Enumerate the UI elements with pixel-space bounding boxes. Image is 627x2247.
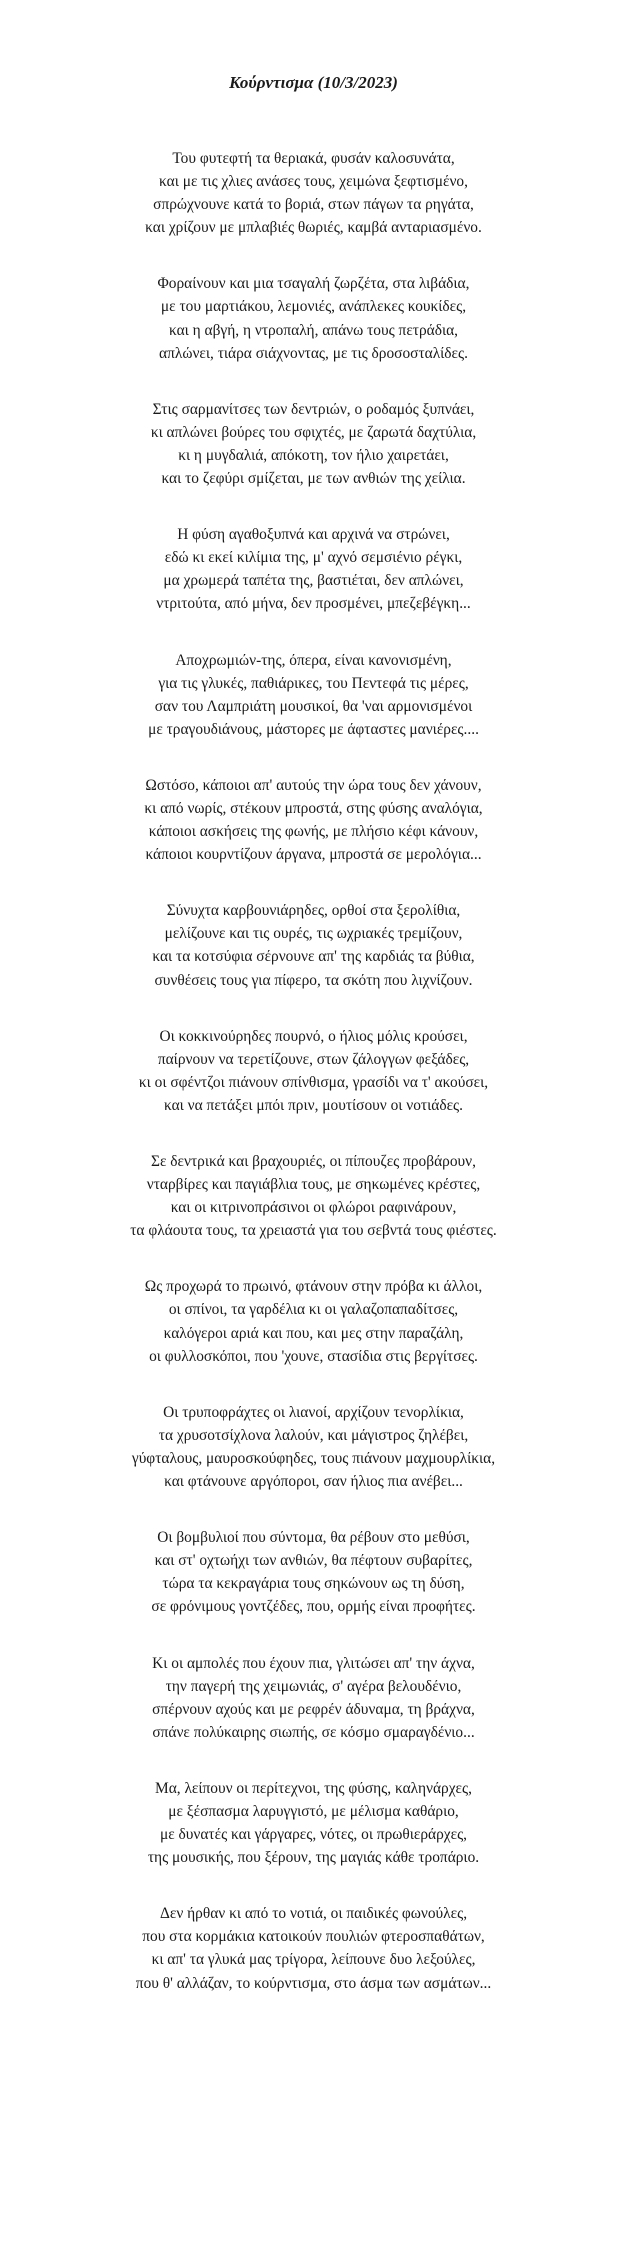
stanza (0, 1777, 627, 1869)
poem-line: κάποιοι ασκήσεις της φωνής, με πλήσιο κέφι κάνουν, (148, 823, 479, 841)
poem-line: και η αβγή, η ντροπαλή, απάνω τους πετράδια, (168, 321, 459, 339)
poem-line: νταρβίρες και παγιάβλια τους, με σηκωμένες κρέστες, (146, 1176, 481, 1194)
poem-line: και οι κιτρινοπράσινοι οι φλώροι ραφινάρουν, (170, 1199, 457, 1217)
poem-line: που στα κορμάκια κατοικούν πουλιών φτεροσπαθάτων, (142, 1928, 485, 1946)
poem-line: και χρίζουν με μπλαβιές θωριές, καμβά ανταριασμένο. (145, 219, 482, 237)
poem-line: κι από νωρίς, στέκουν μπροστά, στης φύσης αναλόγια, (144, 799, 483, 817)
poem-line: και με τις χλιες ανάσες τους, χειμώνα ξεφτισμένο, (159, 173, 468, 191)
stanza (0, 1526, 627, 1618)
poem-body (0, 147, 627, 1995)
poem-line: οι σπίνοι, τα γαρδέλια κι οι γαλαζοπαπαδίτσες, (168, 1301, 459, 1319)
poem-line: σαν του Λαμπριάτη μουσικοί, θα 'ναι αρμονισμένοι (154, 697, 473, 715)
poem-line: Η φύση αγαθοξυπνά και αρχινά να στρώνει, (177, 526, 450, 544)
poem-title: Κούρντισμα (10/3/2023) (229, 73, 398, 92)
poem-line: Μα, λείπουν οι περίτεχνοι, της φύσης, καληνάρχες, (155, 1779, 472, 1797)
poem-line: και φτάνουνε αργόποροι, σαν ήλιος πια ανέβει... (164, 1473, 463, 1491)
stanza (0, 523, 627, 615)
stanza (0, 649, 627, 741)
poem-line: Δεν ήρθαν κι από το νοτιά, οι παιδικές φωνούλες, (159, 1905, 468, 1923)
poem-line: σπάνε πολύκαιρης σιωπής, σε κόσμο σμαραγδένιο... (152, 1723, 475, 1741)
poem-line: απλώνει, τιάρα σιάχνοντας, με τις δροσοσταλίδες. (159, 344, 468, 362)
poem-line: εδώ κι εκεί κιλίμια της, μ' αχνό σεμσιένιο ρέγκι, (164, 549, 463, 567)
stanza (0, 1150, 627, 1242)
poem-line: παίρνουν να τερετίζουνε, στων ζάλογγων φεξάδες, (157, 1050, 470, 1068)
poem-line: κι οι σφέντζοι πιάνουν σπίνθισμα, γρασίδι να τ' ακούσει, (138, 1073, 489, 1091)
poem-line: σπρώχνουνε κατά το βοριά, στων πάγων τα ρηγάτα, (153, 196, 474, 214)
poem-line: μα χρωμερά ταπέτα της, βαστιέται, δεν απλώνει, (163, 572, 464, 590)
poem-line: κι απλώνει βούρες του σφιχτές, με ζαρωτά δαχτύλια, (150, 423, 477, 441)
stanza (0, 147, 627, 239)
poem-line: Οι βομβυλιοί που σύντομα, θα ρέβουν στο μεθύσι, (157, 1529, 470, 1547)
poem-line: Κι οι αμπολές που έχουν πια, γλιτώσει απ' την άχνα, (152, 1654, 475, 1672)
poem-line: κι η μυγδαλιά, απόκοτη, τον ήλιο χαιρετάει, (178, 446, 449, 464)
poem-line: και να πετάξει μπόι πριν, μουτίσουν οι νοτιάδες. (164, 1096, 463, 1114)
poem-line: για τις γλυκές, παθιάρικες, του Πεντεφά τις μέρες, (158, 674, 469, 692)
poem-line: Του φυτεφτή τα θεριακά, φυσάν καλοσυνάτα, (172, 150, 455, 167)
poem-line: και τα κοτσύφια σέρνουνε απ' της καρδιάς τα βύθια, (152, 948, 475, 966)
poem-line: Στις σαρμανίτσες των δεντριών, ο ροδαμός ξυπνάει, (152, 400, 475, 418)
poem-line: Ωστόσο, κάποιοι απ' αυτούς την ώρα τους δεν χάνουν, (145, 776, 482, 794)
poem-line: σπέρνουν αχούς και με ρεφρέν άδυναμα, τη βράχνα, (152, 1700, 475, 1718)
poem-line: και στ' οχτωήχι των ανθιών, θα πέφτουν συβαρίτες, (154, 1552, 473, 1570)
stanza (0, 1275, 627, 1367)
poem-line: με του μαρτιάκου, λεμονιές, ανάπλεκες κουκίδες, (160, 298, 467, 316)
poem-line: που θ' αλλάζαν, το κούρντισμα, στο άσμα των ασμάτων... (135, 1974, 492, 1992)
poem-line: Οι τρυποφράχτες οι λιανοί, αρχίζουν τενορλίκια, (163, 1403, 464, 1421)
stanza (0, 398, 627, 490)
poem-line: με τραγουδιάνους, μάστορες με άφταστες μανιέρες.... (148, 720, 479, 738)
poem-line: τα χρυσοτσίχλονα λαλούν, και μάγιστρος ζηλέβει, (158, 1426, 469, 1444)
stanza (0, 899, 627, 991)
poem-line: με ξέσπασμα λαρυγγιστό, με μέλισμα καθάριο, (168, 1802, 459, 1820)
stanza (0, 1902, 627, 1994)
poem-line: με δυνατές και γάργαρες, νότες, οι πρωθιεράρχες, (159, 1826, 468, 1844)
poem-line: και το ζεφύρι σμίζεται, με των ανθιών της χείλια. (161, 470, 466, 488)
poem-line: κι απ' τα γλυκά μας τρίγορα, λείπουνε δυο λεξούλες, (151, 1951, 476, 1969)
poem-line: τώρα τα κεκραγάρια τους σηκώνουν ως τη δύση, (162, 1575, 465, 1593)
poem-line: Ως προχωρά το πρωινό, φτάνουν στην πρόβα κι άλλοι, (144, 1278, 483, 1296)
poem-line: καλόγεροι αριά και που, και μες στην παραζάλη, (163, 1324, 464, 1342)
poem-line: κάποιοι κουρντίζουν άργανα, μπροστά σε μερολόγια... (145, 846, 482, 864)
stanza (0, 1652, 627, 1744)
poem-line: σε φρόνιμους γοντζέδες, που, ορμής είναι προφήτες. (151, 1598, 476, 1616)
poem-line: Σύνυχτα καρβουνιάρηδες, ορθοί στα ξερολίθια, (166, 902, 461, 920)
stanza (0, 1401, 627, 1493)
poem-line: Σε δεντρικά και βραχουριές, οι πίπουζες προβάρουν, (151, 1153, 476, 1170)
stanza (0, 774, 627, 866)
poem-line: συνθέσεις τους για πίφερο, τα σκότη που λιχνίζουν. (154, 971, 473, 989)
poem-line: μελίζουνε και τις ουρές, τις ωχριακές τρεμίζουν, (164, 925, 463, 943)
poem-line: Αποχρωμιών-της, όπερα, είναι κανονισμένη, (175, 651, 452, 669)
poem-line: Φοραίνουν και μια τσαγαλή ζωρζέτα, στα λιβάδια, (157, 275, 470, 293)
poem-line: ντριτούτα, από μήνα, δεν προσμένει, μπεζεβέγκη... (156, 595, 471, 613)
poem-line: Οι κοκκινούρηδες πουρνό, ο ήλιος μόλις κρούσει, (159, 1027, 468, 1045)
stanza (0, 1025, 627, 1117)
poem-line: τα φλάουτα τους, τα χρειαστά για του σεβντά τους φιέστες. (130, 1222, 497, 1240)
poem-line: οι φυλλοσκόποι, που 'χουνε, στασίδια στις βεργίτσες. (149, 1347, 478, 1365)
poem-line: γύφταλους, μαυροσκούφηδες, τους πιάνουν μαχμουρλίκια, (131, 1449, 496, 1467)
poem-line: την παγερή της χειμωνιάς, σ' αγέρα βελουδένιο, (165, 1677, 462, 1695)
poem-line: της μουσικής, που ξέρουν, της μαγιάς κάθε τροπάριο. (147, 1849, 480, 1867)
stanza (0, 272, 627, 364)
